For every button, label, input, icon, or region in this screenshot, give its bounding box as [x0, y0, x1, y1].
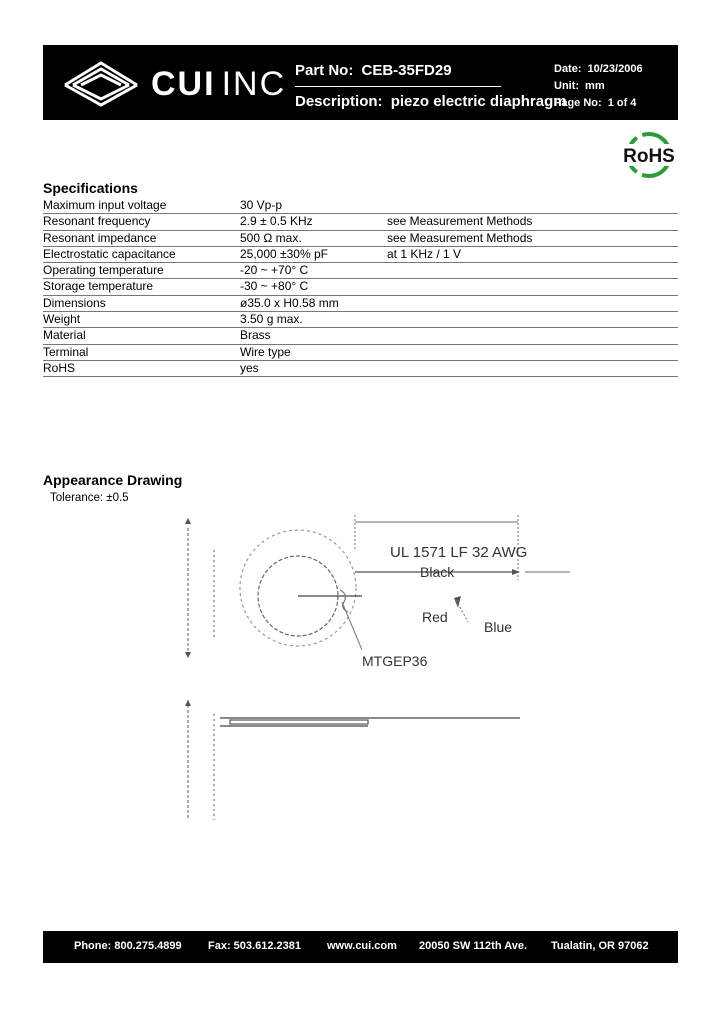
- spec-row: [43, 345, 678, 361]
- footer-address: 20050 SW 112th Ave.: [419, 940, 528, 952]
- logo-cui: CUI: [151, 65, 216, 103]
- black-label: Black: [420, 564, 455, 580]
- blue-label: Blue: [484, 619, 513, 635]
- spec-value: 500 Ω max.: [240, 230, 302, 245]
- wire-label: UL 1571 LF 32 AWG: [390, 544, 528, 561]
- page-value: 1 of 4: [607, 97, 637, 109]
- unit: [554, 80, 605, 92]
- spec-row: [43, 247, 678, 263]
- appearance-title: Appearance Drawing: [43, 472, 183, 488]
- red-label: Red: [422, 609, 448, 625]
- footer-web[interactable]: www.cui.com: [327, 940, 397, 952]
- spec-param: Electrostatic capacitance: [43, 246, 176, 261]
- unit-label: Unit:: [554, 80, 580, 92]
- spec-param: Operating temperature: [43, 263, 164, 278]
- date: [554, 63, 643, 75]
- diaphragm-outer-circle: [240, 530, 356, 646]
- spec-row: [43, 263, 678, 279]
- logo-wordmark: [151, 65, 286, 104]
- spec-row: [43, 328, 678, 344]
- spec-row: [43, 279, 678, 295]
- spec-value: -20 ~ +70° C: [240, 263, 309, 278]
- arrow-wire-right: [512, 569, 520, 575]
- part-divider: [295, 86, 501, 87]
- spec-param: Resonant frequency: [43, 214, 151, 229]
- date-value: 10/23/2006: [587, 63, 643, 75]
- page-label: Page No:: [554, 97, 602, 109]
- spec-row: [43, 231, 678, 247]
- spec-value: 3.50 g max.: [240, 312, 303, 327]
- side-ceramic: [230, 720, 368, 724]
- spec-param: Maximum input voltage: [43, 198, 167, 212]
- spec-value: yes: [240, 360, 259, 375]
- spec-row: [43, 312, 678, 328]
- spec-param: Resonant impedance: [43, 230, 157, 245]
- specifications-table: [43, 198, 678, 377]
- part-label: Part No:: [295, 62, 354, 79]
- spec-row: [43, 361, 678, 377]
- part-number: [295, 62, 452, 79]
- spec-note: see Measurement Methods: [387, 214, 533, 229]
- description-value: piezo electric diaphragm: [390, 93, 567, 110]
- part-code-leader: [342, 602, 362, 650]
- description: [295, 93, 567, 110]
- logo-inc: INC: [221, 65, 287, 103]
- spec-param: Terminal: [43, 344, 89, 359]
- header-bar: [43, 45, 678, 120]
- appearance-drawing: [150, 510, 600, 840]
- cui-logo-icon: [61, 57, 141, 109]
- arrow-diameter-top: [185, 518, 191, 524]
- spec-param: RoHS: [43, 360, 76, 375]
- spec-param: Weight: [43, 312, 81, 327]
- spec-row: [43, 214, 678, 230]
- spec-row: [43, 198, 678, 214]
- arrow-side-top: [185, 700, 191, 706]
- description-label: Description:: [295, 93, 383, 110]
- part-value: CEB-35FD29: [361, 62, 452, 79]
- spec-note: see Measurement Methods: [387, 230, 533, 245]
- spec-param: Dimensions: [43, 295, 106, 310]
- specifications-title: Specifications: [43, 180, 138, 196]
- part-code-label: MTGEP36: [362, 653, 428, 669]
- spec-value: 25,000 ±30% pF: [240, 246, 328, 261]
- spec-value: 30 Vp-p: [240, 198, 283, 212]
- spec-value: Brass: [240, 328, 271, 343]
- spec-row: [43, 296, 678, 312]
- rohs-badge-text: RoHS: [623, 146, 675, 167]
- solder-point: [340, 590, 348, 612]
- page-number: [554, 97, 636, 109]
- spec-param: Storage temperature: [43, 279, 154, 294]
- arrow-diameter-bottom: [185, 652, 191, 658]
- unit-value: mm: [585, 80, 605, 92]
- spec-value: ø35.0 x H0.58 mm: [240, 295, 339, 310]
- spec-value: 2.9 ± 0.5 KHz: [240, 214, 313, 229]
- footer-fax: Fax: 503.612.2381: [208, 940, 301, 952]
- rohs-badge: [620, 130, 678, 180]
- spec-param: Material: [43, 328, 86, 343]
- spec-value: -30 ~ +80° C: [240, 279, 309, 294]
- footer-phone: Phone: 800.275.4899: [74, 940, 182, 952]
- footer-bar: [43, 931, 678, 963]
- tolerance-note: Tolerance: ±0.5: [50, 492, 129, 504]
- footer-city: Tualatin, OR 97062: [551, 940, 649, 952]
- cui-logo: [61, 57, 287, 109]
- date-label: Date:: [554, 63, 582, 75]
- spec-note: at 1 KHz / 1 V: [387, 246, 462, 261]
- arrow-red: [454, 596, 461, 608]
- spec-value: Wire type: [240, 344, 291, 359]
